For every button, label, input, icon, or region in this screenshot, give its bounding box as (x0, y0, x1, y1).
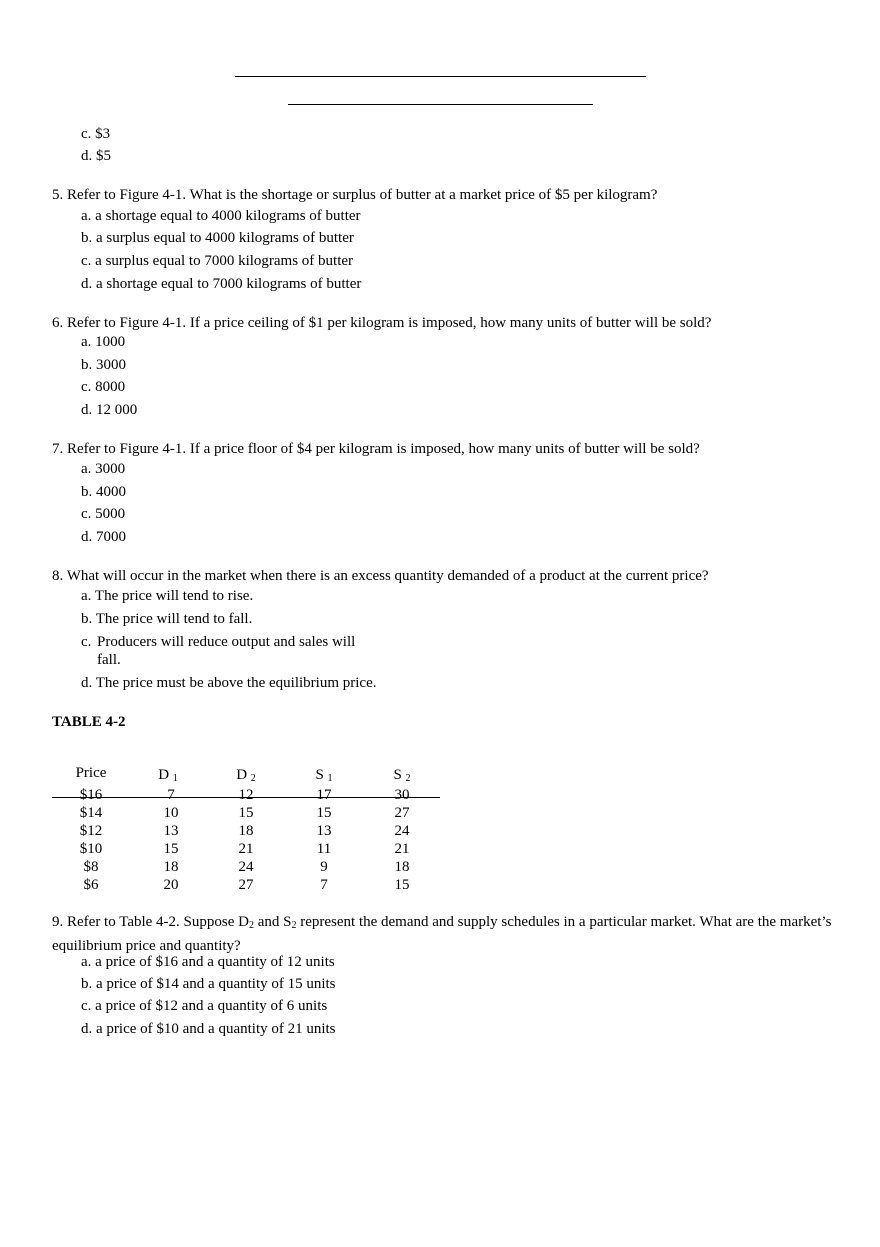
q7-option-c: c. 5000 (81, 506, 126, 522)
q7-option-b: b. 4000 (81, 484, 126, 500)
q9-option-d: d. a price of $10 and a quantity of 21 units (81, 1021, 336, 1037)
q5-option-b: b. a surplus equal to 4000 kilograms of butter (81, 230, 354, 246)
name-line-rule (235, 76, 646, 77)
q5-option-c: c. a surplus equal to 7000 kilograms of butter (81, 253, 354, 269)
q8-option-a: a. The price will tend to rise. (81, 588, 254, 604)
question-5: 5. Refer to Figure 4-1. What is the shortage or surplus of butter at a market price of $5 per kilogram? (52, 187, 658, 203)
prev-option-d: d. $5 (81, 148, 111, 164)
q9-option-a: a. a price of $16 and a quantity of 12 units (81, 954, 335, 970)
q6-option-a: a. 1000 (81, 334, 126, 350)
col-header-s1: S $_1$ (315, 767, 333, 784)
question-8: 8. What will occur in the market when there is an excess quantity demanded of a product at the current price? (52, 568, 709, 584)
col-header-d2: D $_2$ (236, 767, 256, 784)
col-header-s2: S $_2$ (393, 767, 411, 784)
question-9: 9. Refer to Table 4-2. Suppose $D_2$ and $S_2$ represent the demand and supply schedules in a particular market. What are the market’s equilibrium price and quantity? (52, 914, 832, 954)
date-line-rule (288, 104, 593, 105)
q6-option-d: d. 12 000 (81, 402, 138, 418)
prev-option-c: c. $3 (81, 126, 111, 142)
q8-option-c: c. Producers will reduce output and sales will fall. (81, 634, 356, 668)
col-header-price: Price (75, 765, 107, 781)
q7-option-d: d. 7000 (81, 529, 126, 545)
q8-option-b: b. The price will tend to fall. (81, 611, 253, 627)
question-6: 6. Refer to Figure 4-1. If a price ceiling of $1 per kilogram is imposed, how many units of butter will be sold? (52, 315, 712, 331)
q5-option-d: d. a shortage equal to 7000 kilograms of butter (81, 276, 362, 292)
q5-option-a: a. a shortage equal to 4000 kilograms of butter (81, 208, 361, 224)
q7-option-a: a. 3000 (81, 461, 126, 477)
q9-option-c: c. a price of $12 and a quantity of 6 units (81, 998, 328, 1014)
table-title: TABLE 4-2 (52, 714, 126, 730)
q6-option-c: c. 8000 (81, 379, 126, 395)
q9-option-b: b. a price of $14 and a quantity of 15 units (81, 976, 336, 992)
q8-option-d: d. The price must be above the equilibrium price. (81, 675, 377, 691)
col-header-d1: D $_1$ (158, 767, 178, 784)
q6-option-b: b. 3000 (81, 357, 126, 373)
question-7: 7. Refer to Figure 4-1. If a price floor of $4 per kilogram is imposed, how many units of butter will be sold? (52, 441, 700, 457)
